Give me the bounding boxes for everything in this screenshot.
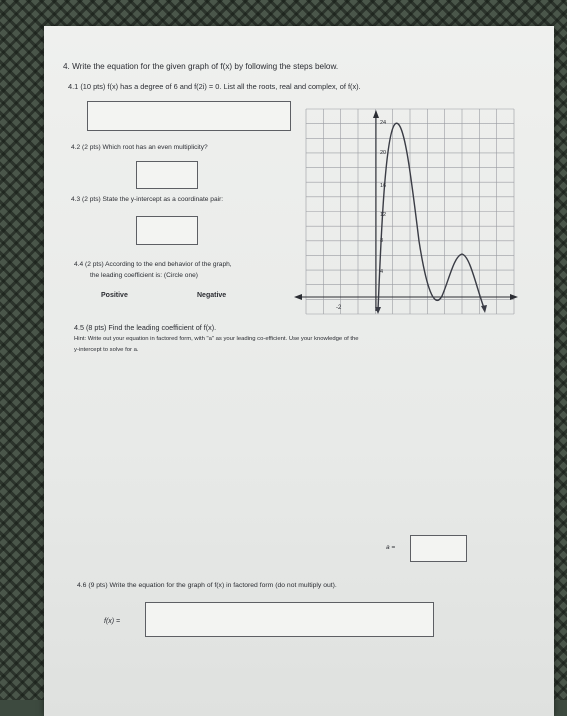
y-tick-label: 12 xyxy=(380,212,387,218)
question-4-5-hint-line1: Hint: Write out your equation in factored form, with "a" as your leading co-efficient. Use your knowledge of the xyxy=(74,336,359,342)
x-axis-left-arrow xyxy=(294,294,302,300)
x-tick-label: -2 xyxy=(336,305,342,311)
question-4-6-text: 4.6 (9 pts) Write the equation for the graph of f(x) in factored form (do not multiply out). xyxy=(77,582,337,589)
y-tick-label: 8 xyxy=(380,238,384,244)
function-curve xyxy=(378,123,484,310)
graph-grid xyxy=(306,109,514,314)
question-4-2-text: 4.2 (2 pts) Which root has an even multiplicity? xyxy=(71,144,208,151)
graph-axes xyxy=(294,110,518,314)
question-4-title: 4. Write the equation for the given graph of f(x) by following the steps below. xyxy=(63,62,339,71)
worksheet-page xyxy=(44,26,554,716)
answer-box-4-6[interactable] xyxy=(145,602,434,637)
a-equals-label: a = xyxy=(386,544,396,551)
y-tick-label: 24 xyxy=(380,120,387,126)
question-4-5-hint-line2: y-intercept to solve for a. xyxy=(74,347,139,353)
y-axis-up-arrow xyxy=(373,110,379,118)
option-negative[interactable]: Negative xyxy=(197,292,227,299)
answer-box-a[interactable] xyxy=(410,535,467,562)
question-4-5-text: 4.5 (8 pts) Find the leading coefficient of f(x). xyxy=(74,323,217,332)
question-4-1-text: 4.1 (10 pts) f(x) has a degree of 6 and f(2i) = 0. List all the roots, real and complex, of f(x). xyxy=(68,82,361,91)
question-4-4-line1: 4.4 (2 pts) According to the end behavior of the graph, xyxy=(74,261,232,268)
fx-equals-label: f(x) = xyxy=(104,618,121,625)
y-tick-label: 16 xyxy=(380,183,387,189)
option-positive[interactable]: Positive xyxy=(101,292,128,299)
question-4-4-line2: the leading coefficient is: (Circle one) xyxy=(90,272,198,279)
function-graph xyxy=(44,26,554,326)
question-4-3-text: 4.3 (2 pts) State the y-intercept as a coordinate pair: xyxy=(71,196,224,203)
y-tick-label: 4 xyxy=(380,269,384,275)
y-tick-label: 20 xyxy=(380,150,387,156)
